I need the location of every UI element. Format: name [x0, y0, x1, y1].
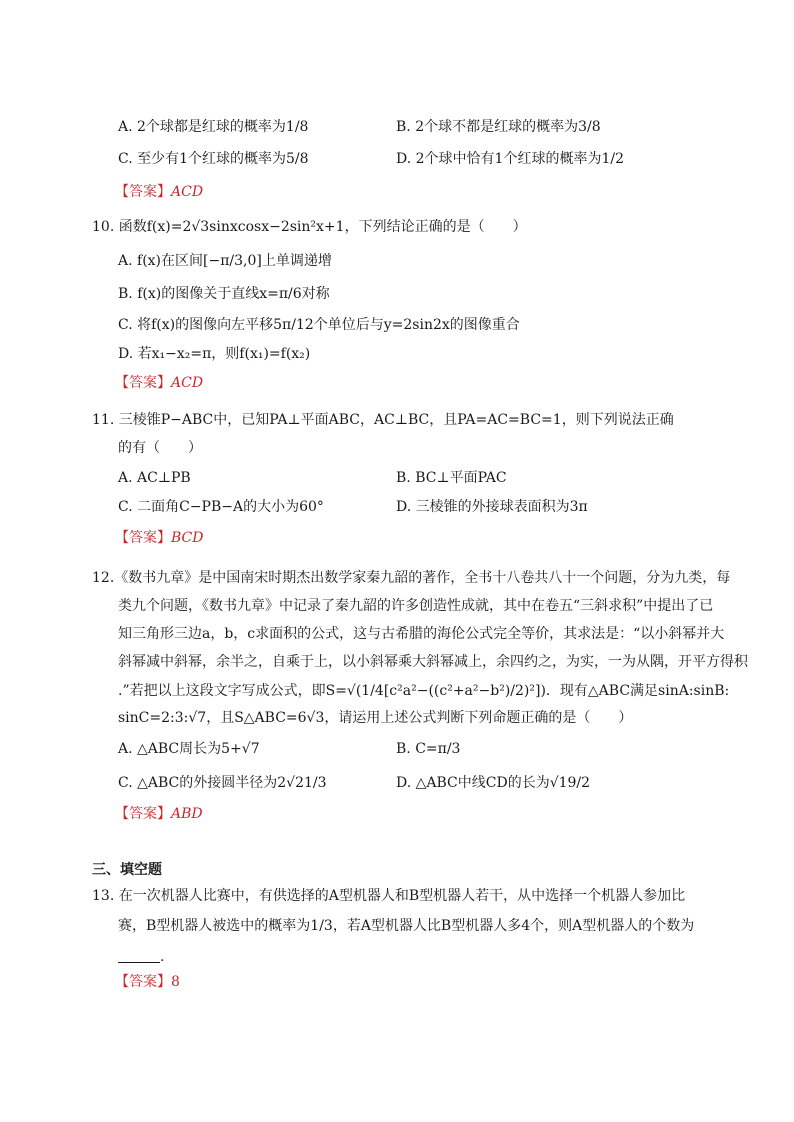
q13-stem-line1: 13. 在一次机器人比赛中，有供选择的A型机器人和B型机器人若干，从中选择一个机器人参加比 [92, 888, 686, 904]
q12-stem-line2: 类九个问题，《数书九章》中记录了秦九韶的许多创造性成就，其中在卷五“三斜求积”中提出了已 [118, 598, 714, 614]
q9-option-c: C. 至少有1个红球的概率为5/8 [118, 151, 309, 167]
q10-option-b: B. f(x)的图像关于直线x=π/6对称 [118, 286, 330, 302]
q10-option-a: A. f(x)在区间[−π/3,0]上单调递增 [118, 253, 332, 269]
q12-answer [115, 803, 203, 825]
q12-option-d: D. △ABC中线CD的长为√19/2 [396, 775, 591, 791]
q10-answer [115, 372, 203, 394]
q12-stem-line3: 知三角形三边a，b，c求面积的公式，这与古希腊的海伦公式完全等价，其求法是：“以小斜幂并大 [118, 626, 725, 642]
q10-stem: 10. 函数f(x)=2√3sinxcosx−2sin²x+1，下列结论正确的是（ ） [92, 219, 527, 235]
q12-option-a: A. △ABC周长为5+√7 [118, 741, 260, 757]
q12-stem-line6: sinC=2:3:√7，且S△ABC=6√3，请运用上述公式判断下列命题正确的是（ ） [118, 710, 633, 726]
q12-stem-line1: 12.《数书九章》是中国南宋时期杰出数学家秦九韶的著作，全书十八卷共八十一个问题，分为九类，每 [92, 570, 731, 586]
answer-blank[interactable] [118, 948, 160, 963]
answer-label: 【答案】 [115, 375, 171, 391]
q11-option-c: C. 二面角C−PB−A的大小为60° [118, 499, 324, 515]
answer-value: ACD [171, 184, 204, 200]
q13-stem-end: . [160, 949, 165, 965]
answer-value: ABD [171, 806, 203, 822]
q13-stem-line2: 赛，B型机器人被选中的概率为1/3，若A型机器人比B型机器人多4个，则A型机器人的个数为 [118, 918, 695, 934]
q9-option-b: B. 2个球不都是红球的概率为3/8 [396, 119, 601, 135]
q9-option-d: D. 2个球中恰有1个红球的概率为1/2 [396, 151, 624, 167]
q9-option-a: A. 2个球都是红球的概率为1/8 [118, 119, 309, 135]
q11-option-a: A. AC⊥PB [118, 470, 191, 486]
answer-value: ACD [171, 375, 204, 391]
q11-option-d: D. 三棱锥的外接球表面积为3π [396, 499, 588, 515]
answer-value: BCD [171, 530, 204, 546]
q12-stem-line5: .”若把以上这段文字写成公式，即S=√(1/4[c²a²−((c²+a²−b²)/2)²])．现有△ABC满足sinA:sinB: [118, 683, 730, 699]
q10-option-d: D. 若x₁−x₂=π，则f(x₁)=f(x₂) [118, 346, 311, 362]
q10-option-c: C. 将f(x)的图像向左平移5π/12个单位后与y=2sin2x的图像重合 [118, 317, 520, 333]
answer-label: 【答案】 [115, 530, 171, 546]
q9-answer [115, 181, 203, 203]
answer-label: 【答案】 [115, 974, 171, 990]
q11-stem-line2: 的有（ ） [118, 440, 202, 456]
q13-answer [115, 971, 180, 993]
q12-option-b: B. C=π/3 [396, 741, 461, 757]
q11-answer [115, 527, 203, 549]
answer-value: 8 [171, 974, 180, 990]
answer-label: 【答案】 [115, 184, 171, 200]
q13-blank-line [118, 946, 164, 968]
q11-option-b: B. BC⊥平面PAC [396, 470, 507, 486]
q12-option-c: C. △ABC的外接圆半径为2√21/3 [118, 775, 327, 791]
q12-stem-line4: 斜幂减中斜幂，余半之，自乘于上，以小斜幂乘大斜幂减上，余四约之，为实，一为从隅，开平方得积 [118, 654, 748, 670]
answer-label: 【答案】 [115, 806, 171, 822]
q11-stem-line1: 11. 三棱锥P−ABC中，已知PA⊥平面ABC，AC⊥BC，且PA=AC=BC=1，则下列说法正确 [92, 412, 674, 428]
section-title: 三、填空题 [92, 862, 162, 878]
